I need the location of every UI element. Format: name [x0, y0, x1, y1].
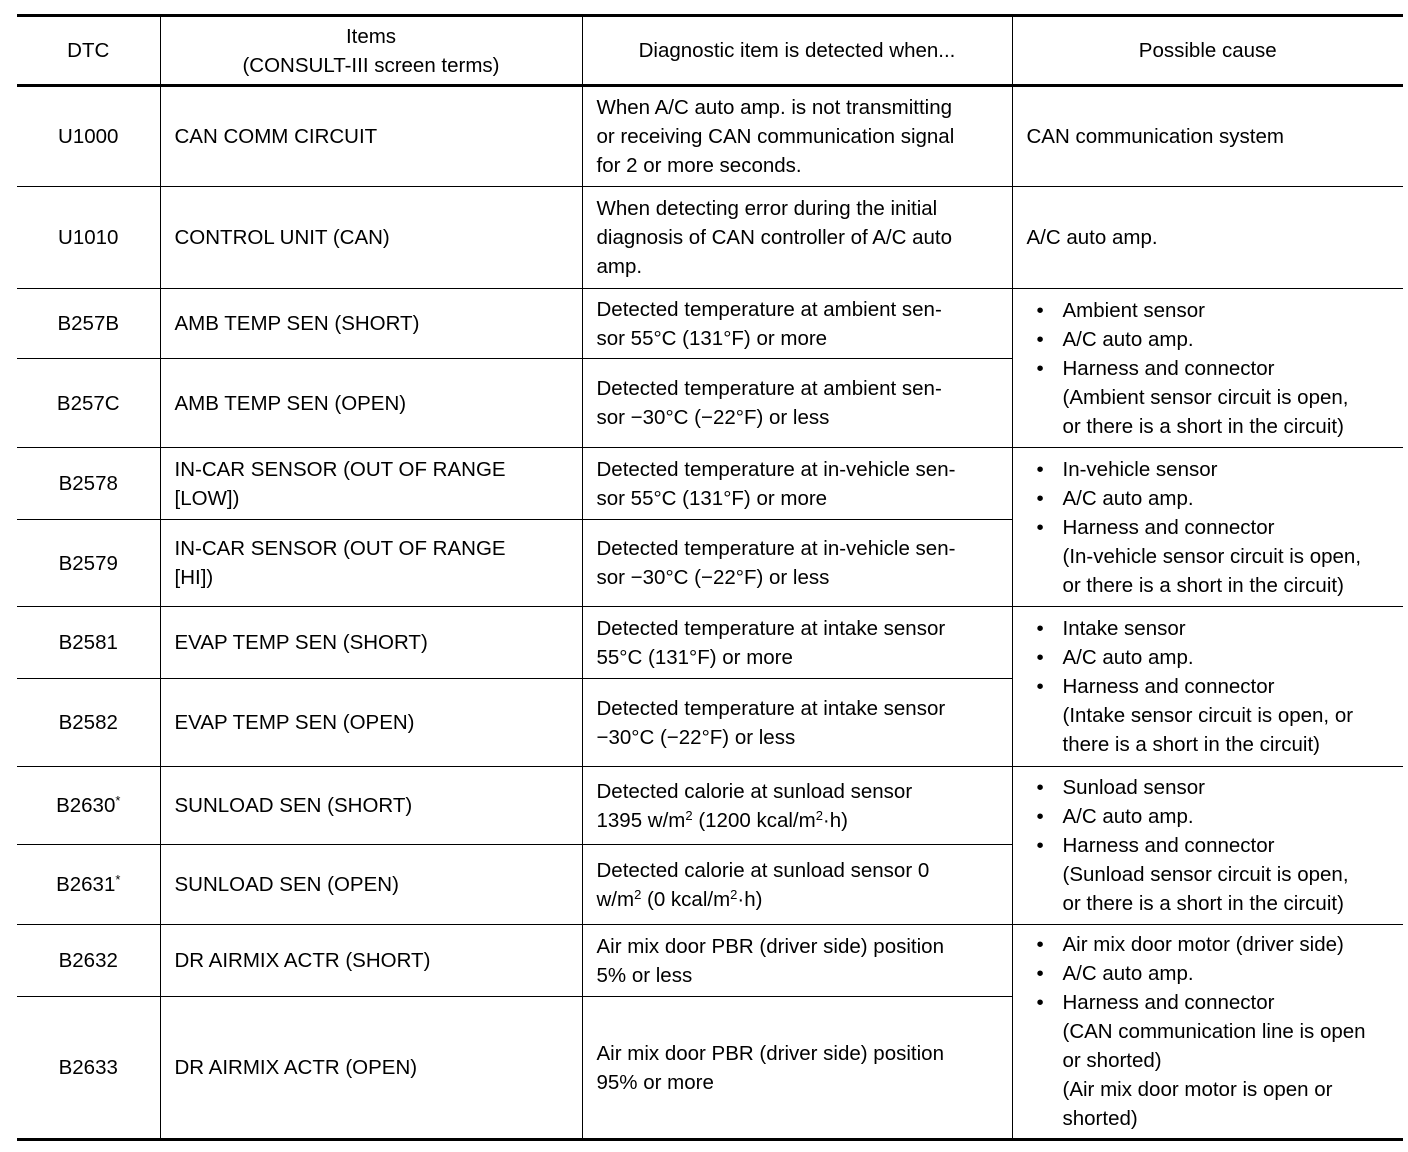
- detection-condition: [582, 845, 1012, 925]
- item-term: AMB TEMP SEN (OPEN): [160, 359, 582, 448]
- cause-item: • A/C auto amp.: [1037, 643, 1390, 672]
- superscript: 2: [685, 807, 693, 823]
- header-items: [160, 16, 582, 86]
- item-term: CAN COMM CIRCUIT: [160, 86, 582, 187]
- possible-cause: [1012, 289, 1403, 448]
- footnote-mark: *: [115, 793, 121, 808]
- detection-condition: [582, 767, 1012, 845]
- cause-list: [1027, 296, 1390, 383]
- detection-line: Detected calorie at sunload sensor 0: [596, 858, 930, 882]
- dtc-code: B2633: [17, 997, 160, 1140]
- detection-line: −30°C (−22°F) or less: [596, 725, 796, 749]
- dtc-code: B257B: [17, 289, 160, 359]
- cause-note: (Sunload sensor circuit is open,: [1062, 863, 1349, 886]
- dtc-code: U1010: [17, 187, 160, 289]
- item-term: [160, 520, 582, 607]
- dtc-code: B2579: [17, 520, 160, 607]
- item-line: IN-CAR SENSOR (OUT OF RANGE: [174, 537, 506, 560]
- header-detected: Diagnostic item is detected when...: [582, 16, 1012, 86]
- detection-line: 55°C (131°F) or more: [596, 645, 793, 669]
- header-items-line2: (CONSULT-III screen terms): [242, 53, 500, 77]
- detection-condition: [582, 925, 1012, 997]
- item-term: EVAP TEMP SEN (SHORT): [160, 607, 582, 679]
- cause-item: • Intake sensor: [1037, 614, 1390, 643]
- item-line: [LOW]): [174, 486, 240, 510]
- footnote-mark: *: [115, 872, 121, 887]
- detection-line: for 2 or more seconds.: [596, 154, 802, 177]
- cause-item: • Harness and connector: [1037, 831, 1390, 860]
- detection-condition: [582, 520, 1012, 607]
- detection-line: Detected temperature at ambient sen-: [596, 297, 942, 321]
- item-term: AMB TEMP SEN (SHORT): [160, 289, 582, 359]
- detection-condition: [582, 679, 1012, 767]
- header-cause: Possible cause: [1012, 16, 1403, 86]
- dtc-code: B2581: [17, 607, 160, 679]
- item-term: CONTROL UNIT (CAN): [160, 187, 582, 289]
- cause-note: (CAN communication line is open: [1062, 1020, 1366, 1043]
- cause-list: [1027, 930, 1390, 1017]
- detection-condition: [582, 289, 1012, 359]
- detection-line: sor 55°C (131°F) or more: [596, 486, 828, 510]
- possible-cause: [1012, 607, 1403, 767]
- detection-text: 1395 w/m: [596, 808, 686, 832]
- cause-item: • Harness and connector: [1037, 672, 1390, 701]
- cause-note: (Air mix door motor is open or: [1062, 1078, 1333, 1101]
- detection-condition: [582, 448, 1012, 520]
- cause-note: there is a short in the circuit): [1062, 733, 1320, 756]
- detection-condition: [582, 187, 1012, 289]
- cause-item: • Harness and connector: [1037, 354, 1390, 383]
- superscript: 2: [815, 807, 823, 823]
- table-row: [17, 448, 1403, 520]
- dtc-table: [17, 14, 1403, 1141]
- detection-line: amp.: [596, 255, 643, 278]
- table-row: [17, 289, 1403, 359]
- dtc-code: U1000: [17, 86, 160, 187]
- detection-line: sor 55°C (131°F) or more: [596, 326, 828, 350]
- dtc-code: B2582: [17, 679, 160, 767]
- detection-line: Detected temperature at in-vehicle sen-: [596, 537, 956, 560]
- cause-item: • Ambient sensor: [1037, 296, 1390, 325]
- detection-condition: [582, 359, 1012, 448]
- detection-line: When detecting error during the initial: [596, 197, 938, 220]
- possible-cause: [1012, 767, 1403, 925]
- cause-list: [1027, 773, 1390, 860]
- detection-line: [597, 885, 998, 914]
- detection-line: Detected calorie at sunload sensor: [596, 779, 913, 803]
- detection-line: Detected temperature at intake sensor: [596, 696, 946, 720]
- cause-note: or there is a short in the circuit): [1062, 573, 1344, 597]
- detection-line: Detected temperature at ambient sen-: [596, 377, 942, 400]
- detection-line: sor −30°C (−22°F) or less: [596, 406, 830, 429]
- detection-line: diagnosis of CAN controller of A/C auto: [596, 226, 953, 249]
- detection-text: (1200 kcal/m: [692, 808, 816, 832]
- item-term: SUNLOAD SEN (OPEN): [160, 845, 582, 925]
- detection-line: Detected temperature at intake sensor: [596, 616, 946, 640]
- detection-line: 95% or more: [596, 1070, 714, 1094]
- dtc-code: [17, 845, 160, 925]
- table-row: [17, 607, 1403, 679]
- possible-cause: A/C auto amp.: [1012, 187, 1403, 289]
- detection-text: ·h): [737, 887, 763, 911]
- dtc-code-text: B2631: [56, 873, 116, 896]
- dtc-code: [17, 767, 160, 845]
- header-dtc: DTC: [17, 16, 160, 86]
- table-row: [17, 767, 1403, 845]
- detection-line: Air mix door PBR (driver side) position: [596, 1041, 944, 1065]
- detection-line: Air mix door PBR (driver side) position: [596, 934, 944, 958]
- header-row: [17, 16, 1403, 86]
- cause-item: • A/C auto amp.: [1037, 959, 1390, 988]
- detection-line: or receiving CAN communication signal: [596, 125, 955, 148]
- item-term: [160, 448, 582, 520]
- dtc-code-text: B2630: [56, 794, 116, 817]
- cause-item: • A/C auto amp.: [1037, 484, 1390, 513]
- cause-item: • Sunload sensor: [1037, 773, 1390, 802]
- table-row: [17, 925, 1403, 997]
- detection-text: ·h): [822, 808, 848, 832]
- dtc-code: B2632: [17, 925, 160, 997]
- detection-line: [597, 806, 998, 835]
- item-term: EVAP TEMP SEN (OPEN): [160, 679, 582, 767]
- cause-item: • A/C auto amp.: [1037, 325, 1390, 354]
- cause-note: or there is a short in the circuit): [1062, 892, 1344, 915]
- cause-note: shorted): [1062, 1107, 1138, 1130]
- detection-line: sor −30°C (−22°F) or less: [596, 566, 830, 589]
- table-row: [17, 86, 1403, 187]
- possible-cause: CAN communication system: [1012, 86, 1403, 187]
- possible-cause: [1012, 925, 1403, 1140]
- cause-note: or shorted): [1062, 1049, 1162, 1072]
- item-term: DR AIRMIX ACTR (SHORT): [160, 925, 582, 997]
- item-line: IN-CAR SENSOR (OUT OF RANGE: [174, 457, 506, 481]
- cause-item: • Harness and connector: [1037, 988, 1390, 1017]
- dtc-code: B257C: [17, 359, 160, 448]
- superscript: 2: [730, 886, 738, 902]
- detection-text: (0 kcal/m: [641, 887, 731, 911]
- cause-item: • Air mix door motor (driver side): [1037, 930, 1390, 959]
- item-line: [HI]): [174, 566, 214, 589]
- item-term: SUNLOAD SEN (SHORT): [160, 767, 582, 845]
- detection-text: w/m: [596, 887, 635, 911]
- cause-list: [1027, 614, 1390, 701]
- cause-note: (In-vehicle sensor circuit is open,: [1062, 544, 1362, 568]
- cause-item: • Harness and connector: [1037, 513, 1390, 542]
- header-items-line1: Items: [345, 24, 397, 48]
- detection-line: When A/C auto amp. is not transmitting: [596, 96, 952, 119]
- superscript: 2: [634, 886, 642, 902]
- detection-condition: [582, 607, 1012, 679]
- cause-note: or there is a short in the circuit): [1062, 414, 1344, 438]
- detection-line: 5% or less: [596, 963, 693, 987]
- detection-condition: [582, 997, 1012, 1140]
- possible-cause: [1012, 448, 1403, 607]
- cause-item: • In-vehicle sensor: [1037, 455, 1390, 484]
- cause-note: (Intake sensor circuit is open, or: [1062, 704, 1354, 727]
- cause-item: • A/C auto amp.: [1037, 802, 1390, 831]
- dtc-code: B2578: [17, 448, 160, 520]
- table-row: [17, 187, 1403, 289]
- cause-list: [1027, 455, 1390, 542]
- detection-line: Detected temperature at in-vehicle sen-: [596, 457, 956, 481]
- detection-condition: [582, 86, 1012, 187]
- cause-note: (Ambient sensor circuit is open,: [1062, 385, 1349, 409]
- item-term: DR AIRMIX ACTR (OPEN): [160, 997, 582, 1140]
